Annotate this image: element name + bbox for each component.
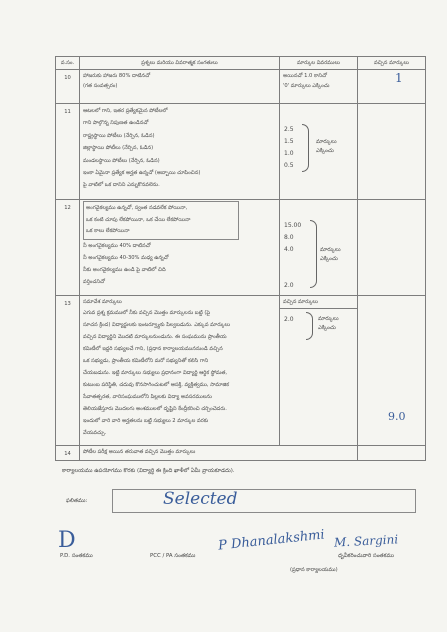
row-obtained <box>358 104 426 200</box>
marks-table <box>55 56 426 461</box>
row-title: సమావేశ మార్కులు <box>83 299 122 305</box>
score-note: మార్కులు ఎక్కించు <box>316 139 337 154</box>
row-obtained <box>358 70 426 104</box>
table-row <box>56 70 426 104</box>
row-description: ఆటలలో గాని, ఇతర ప్రత్యేకమైన పోటీలలో గాని పాల్గొన్న నిపుణత ఉండినచో రాష్ట్రస్థాయి పోటీలు (నేర్పిన, ఓడిన) జిల్లాస్థాయి పోటీలు (నేర్పిన, ఓడిన) మండలస్థాయి పోటీలు (నేర్పిన, ఓడిన) ఇంకా ఏమైనా ప్రత్యేక అర్హత ఉన్నచో (అబ్బాయి చూపించిన) పై వాటిలో ఒక దానిని ఎన్నుకొనవలెను. <box>80 104 280 200</box>
col-header-description: ప్రశ్నలు మరియు వివరాత్మక సంగతులు <box>80 57 280 70</box>
row-number: 11 <box>56 104 80 200</box>
row-description: అంగవైకల్యము ఉన్నచో, స్వంత నడవలేక పోయినా, ఒక కంటి చూపు లేకపోయినా, ఒక చేయి లేకపోయినా ఒక కాలు లేకపోయినా నీ అంగవైకల్యము 40% దాటినచో నీ అంగవైకల్యము 40-30% మధ్య ఉన్నచో నీకు అంగవైకల్యము ఉండి పై వాటిలో చిది వర్తించనిచో <box>80 200 280 296</box>
table-row <box>56 104 426 200</box>
score-options: 15.00 8.0 4.0 <box>284 222 302 253</box>
office-use-note: కార్యాలయము ఉపయోగము కొరకు (విద్యార్థి ఈ క్రింది ఖాళీలో ఏమీ వ్రాయకూడదు). <box>62 468 235 474</box>
row-description: సమావేశ మార్కులు ఎగువ ప్రశ్న క్రమములో నీకు వచ్చిన మొత్తం మార్కులను బట్టి (పై సూచన క్రింద) విద్యార్థులకు ఇంటర్వ్యూకు పిల్వబడును. ఎక్కువ మార్కులు వచ్చిన విద్యార్థిని మొదటి మార్కులనుండును. ఈ సంఘమును ప్రాంతీయ కమిటీలో ఇద్దరి సభ్యులచే గాని, (ప్రధాన కార్యాలయముననుండి వచ్చిన ఒక సభ్యుడు, ప్రాంతీయ కమిటీలోని మరో సభ్యునితో కలిసి గాని చేయబడును. ఇట్టి మార్కులు సభ్యులు ప్రధానంగా విద్యార్థి ఆర్థిక స్థోమత, కుటుంబ పరిస్థితి, చదువు కొనసాగించుటలో ఆసక్తి, వ్యక్తిత్వము, సామాజిక సేవాతత్పరత, వారిసంఘములోని పిల్లలకు విద్యా అవసరములను తెలియజేస్తూరు మొదలగు అంశములలో దృష్టిని కేంద్రీకరించి చర్చించెదరు. ఇందులో వారి వారి అర్హతలను బట్టి సభ్యులు 2 మార్కుల వరకు వేయవచ్చు. <box>80 296 280 446</box>
table-row <box>56 446 426 461</box>
marks-subheader: వచ్చిన మార్కులు <box>280 296 357 309</box>
result-box <box>112 489 416 513</box>
row-obtained <box>358 296 426 446</box>
row-marks <box>280 200 358 296</box>
verifier-signature-label: ధృవీకరించువారి సంతకము <box>338 553 395 559</box>
brace <box>302 124 309 172</box>
row-number: 13 <box>56 296 80 446</box>
row-number: 12 <box>56 200 80 296</box>
row-number: 10 <box>56 70 80 104</box>
row-obtained <box>358 200 426 296</box>
row-description: పోటీల పరీక్ష అయిన తరువాత వచ్చిన మొత్తం మార్కులు <box>80 446 358 461</box>
brace <box>306 312 313 340</box>
col-header-obtained: వచ్చిన మార్కులు <box>358 57 426 70</box>
row-description: హాజరుకు హాజరు 80% దాటినచో (గత సంవత్సరం) <box>80 70 280 104</box>
row-marks <box>280 296 358 446</box>
table-row <box>56 296 426 446</box>
score-option-last: 2.0 <box>284 282 294 289</box>
score-note: మార్కులు ఎక్కించు <box>320 247 341 262</box>
pcc-signature-label: PCC / PA సంతకము <box>150 553 196 559</box>
table-header-row <box>56 57 426 70</box>
score-options: 2.0 <box>284 316 294 323</box>
result-handwritten: Selected <box>163 489 238 509</box>
pd-signature: D <box>58 528 76 553</box>
row-number: 14 <box>56 446 80 461</box>
table-row <box>56 200 426 296</box>
obtained-handwritten: 1 <box>395 71 403 85</box>
row-obtained <box>358 446 426 461</box>
pd-signature-label: P.D. సంతకము <box>60 553 93 559</box>
row-marks: అయినచో 1.0 కానిచో '0' మార్కులు ఎక్కించు <box>280 70 358 104</box>
row-marks <box>280 104 358 200</box>
score-note: మార్కులు ఎక్కించు <box>318 316 339 331</box>
pcc-signature: P Dhanalakshmi <box>217 527 326 554</box>
head-office-note: (ప్రధాన కార్యాలయము) <box>290 567 338 573</box>
score-options: 2.5 1.5 1.0 0.5 <box>284 126 294 169</box>
verifier-signature: M. Sargini <box>333 532 399 550</box>
disability-box: అంగవైకల్యము ఉన్నచో, స్వంత నడవలేక పోయినా, ఒక కంటి చూపు లేకపోయినా, ఒక చేయి లేకపోయినా ఒక కాలు లేకపోయినా <box>83 201 239 240</box>
obtained-handwritten: 9.0 <box>388 410 406 423</box>
col-header-marks-details: మార్కుల వివరములు <box>280 57 358 70</box>
brace <box>310 220 317 288</box>
col-header-number: వ.సం. <box>56 57 80 70</box>
result-label: ఫలితము: <box>66 498 88 504</box>
